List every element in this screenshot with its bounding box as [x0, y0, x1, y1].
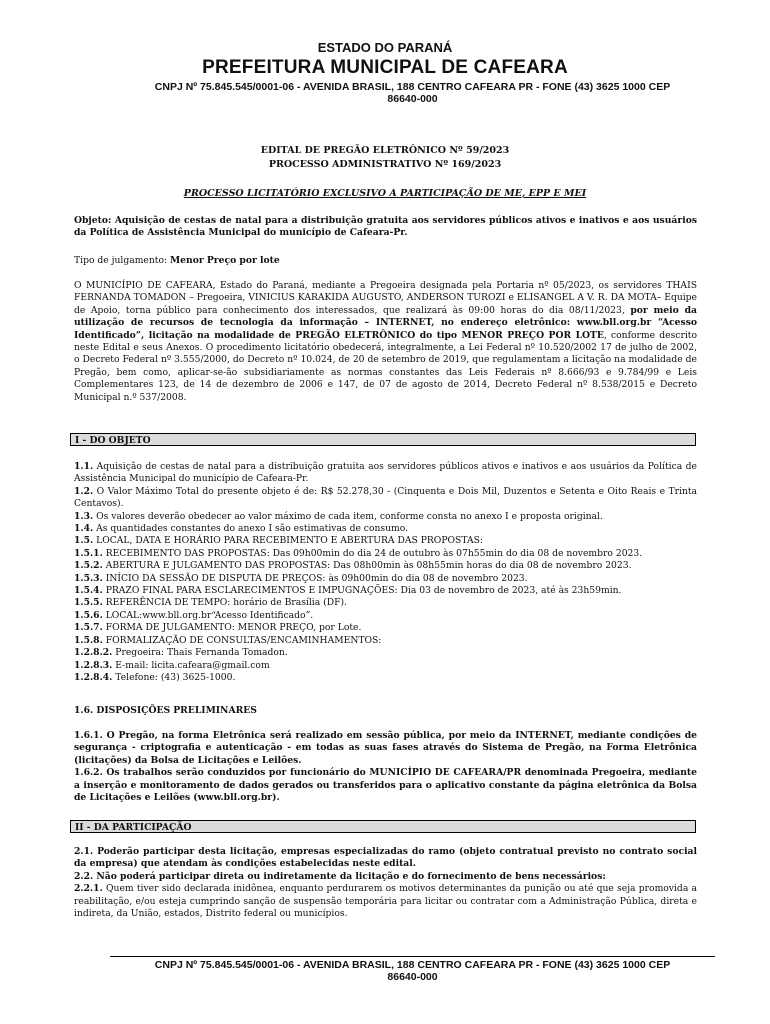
processo-number: PROCESSO ADMINISTRATIVO Nº 169/2023 — [268, 159, 502, 170]
julgamento-label: Tipo de julgamento: — [74, 255, 171, 266]
footer-cnpj-line2: 86640-000 — [387, 971, 438, 983]
list-item: 1.5.8. FORMALIZAÇÃO DE CONSULTAS/ENCAMINHAMENTOS: — [74, 634, 382, 646]
footer-divider — [110, 956, 715, 957]
intro-text-2: , conforme descrito neste Edital e seus Anexos. O procedimento licitatório obedecerá, integralmente, a Lei Federal nº 10.520/2002 17 de julho de 2002, o Decreto Federal nº 3.555/2000, do Decreto nº 10.024, de 20 de setembro de 2019, que regulamentam a licitação na modalidade de Pregão, bem como, aplicar-se-ão subsidiariamente as normas constantes das Leis Federais nº 8.666/93 e 9.784/99 e Leis Complementares 123, de 14 de dezembro de 2006 e 147, de 07 de agosto de 2014, Decreto Federal nº 8.538/2015 e Decreto Municipal n.º 537/2008. — [74, 329, 698, 403]
edital-number: EDITAL DE PREGÃO ELETRÔNICO Nº 59/2023 — [260, 145, 510, 156]
disposicoes-p2: 1.6.2. Os trabalhos serão conduzidos por funcionário do MUNICÍPIO DE CAFEARA/PR denominada Pregoeira, mediante a inserção e monitoramento de dados gerados ou transferidos para o aplicativo constante da página eletrônica da Bolsa de Licitações e Leilões (www.bll.org.br). — [74, 767, 697, 804]
objeto-paragraph: Objeto: Aquisição de cestas de natal para a distribuição gratuita aos servidores públicos ativos e inativos e aos usuários da Política de Assistência Municipal do município de Cafeara-Pr. — [74, 215, 697, 239]
footer-cnpj-line1: CNPJ Nº 75.845.545/0001-06 - AVENIDA BRASIL, 188 CENTRO CAFEARA PR - FONE (43) 3625 1000 CEP — [154, 959, 671, 971]
list-item: 1.5.1. RECEBIMENTO DAS PROPOSTAS: Das 09h00min do dia 24 de outubro às 07h55min do dia 08 de novembro 2023. — [74, 547, 643, 559]
header-cnpj-line1: CNPJ Nº 75.845.545/0001-06 - AVENIDA BRASIL, 188 CENTRO CAFEARA PR - FONE (43) 3625 1000 CEP — [154, 81, 671, 93]
julgamento-value: Menor Preço por lote — [170, 255, 280, 266]
exclusive-notice: PROCESSO LICITATÓRIO EXCLUSIVO A PARTICIPAÇÃO DE ME, EPP E MEI — [183, 188, 587, 199]
participacao-p3: 2.2.1. Quem tiver sido declarada inidônea, enquanto perdurarem os motivos determinantes da punição ou até que seja promovida a reabilitação, e/ou esteja cumprindo sanção de suspensão temporária para licitar ou contratar com a Administração Pública, direta e indireta, da União, estados, Distrito federal ou municípios. — [74, 883, 697, 920]
list-item: 1.2.8.3. E-mail: licita.cafeara@gmail.com — [74, 659, 270, 671]
list-item: 1.4. As quantidades constantes do anexo I são estimativas de consumo. — [74, 523, 409, 535]
prefeitura-heading: PREFEITURA MUNICIPAL DE CAFEARA — [202, 57, 568, 78]
disposicoes-title: 1.6. DISPOSIÇÕES PRELIMINARES — [74, 705, 257, 716]
disposicoes-p1: 1.6.1. O Pregão, na forma Eletrônica será realizado em sessão pública, por meio da INTERNET, mediante condições de segurança - criptografia e autenticação - em todas as suas fases através do Sistema de Pregão, na Forma Eletrônica (licitações) da Bolsa de Licitações e Leilões. — [74, 730, 697, 766]
header-cnpj — [120, 81, 705, 105]
participacao-p1: 2.1. Poderão participar desta licitação, empresas especializadas do ramo (objeto contratual previsto no contrato social da empresa) que atendam às condições estabelecidas neste edital. — [74, 846, 697, 870]
state-heading: ESTADO DO PARANÁ — [317, 40, 453, 55]
edital-title — [0, 144, 770, 172]
list-item: 1.5.4. PRAZO FINAL PARA ESCLARECIMENTOS E IMPUGNAÇÕES: Dia 03 de novembro de 2023, até às 23h59min. — [74, 585, 622, 597]
section-1-header: I - DO OBJETO — [70, 433, 696, 446]
intro-paragraph — [74, 280, 697, 404]
list-item: 1.2. O Valor Máximo Total do presente objeto é de: R$ 52.278,30 - (Cinquenta e Dois Mil, Duzentos e Setenta e Oito Reais e Trinta Centavos). — [74, 485, 697, 510]
list-item: 1.5.3. INÍCIO DA SESSÃO DE DISPUTA DE PREÇOS: às 09h00min do dia 08 de novembro 2023. — [74, 572, 528, 584]
participacao-p2: 2.2. Não poderá participar direta ou indiretamente da licitação e do fornecimento de bens necessários: — [74, 870, 606, 882]
list-item: 1.2.8.4. Telefone: (43) 3625-1000. — [74, 671, 236, 683]
list-item: 1.3. Os valores deverão obedecer ao valor máximo de cada item, conforme consta no anexo I e proposta original. — [74, 510, 603, 522]
list-item: 1.5.7. FORMA DE JULGAMENTO: MENOR PREÇO, por Lote. — [74, 622, 362, 634]
section-1-list — [74, 461, 697, 684]
disposicoes-paragraphs — [74, 730, 697, 804]
list-item: 1.1. Aquisição de cestas de natal para a distribuição gratuita aos servidores públicos ativos e inativos e aos usuários da Política de Assistência Municipal do município de Cafeara-Pr. — [74, 461, 697, 485]
intro-bold: por meio da utilização de recursos de tecnologia da informação – INTERNET, no endereço eletrônico: www.bll.org.br “Acesso Identificado”, licitação na modalidade de PREGÃO ELETRÔNICO do tipo MENOR PREÇO POR LOTE — [74, 304, 697, 341]
list-item: 1.5.6. LOCAL:www.bll.org.br“Acesso Identificado”. — [74, 609, 314, 621]
header-cnpj-line2: 86640-000 — [387, 93, 438, 105]
julgamento-line — [74, 255, 697, 267]
list-item: 1.5. LOCAL, DATA E HORÁRIO PARA RECEBIMENTO E ABERTURA DAS PROPOSTAS: — [74, 535, 483, 547]
list-item: 1.5.5. REFERÊNCIA DE TEMPO: horário de Brasília (DF). — [74, 597, 347, 609]
list-item: 1.5.2. ABERTURA E JULGAMENTO DAS PROPOSTAS: Das 08h00min às 08h55min horas do dia 08 de novembro 2023. — [74, 560, 632, 572]
list-item: 1.2.8.2. Pregoeira: Thais Fernanda Tomadon. — [74, 647, 288, 659]
section-2-body — [74, 846, 697, 920]
footer-cnpj — [120, 959, 705, 983]
intro-text-1: O MUNICÍPIO DE CAFEARA, Estado do Paraná, mediante a Pregoeira designada pela Portaria nº 05/2023, os servidores THAIS FERNANDA TOMADON – Pregoeira, VINICIUS KARAKIDA AUGUSTO, ANDERSON TUROZI e ELISANGEL A V. R. DA MOTA– Equipe de Apoio, torna público para conhecimento dos interessados, que realizará às 09:00 horas do dia 08/11/2023, — [74, 280, 697, 316]
section-2-header: II - DA PARTICIPAÇÃO — [70, 820, 696, 833]
